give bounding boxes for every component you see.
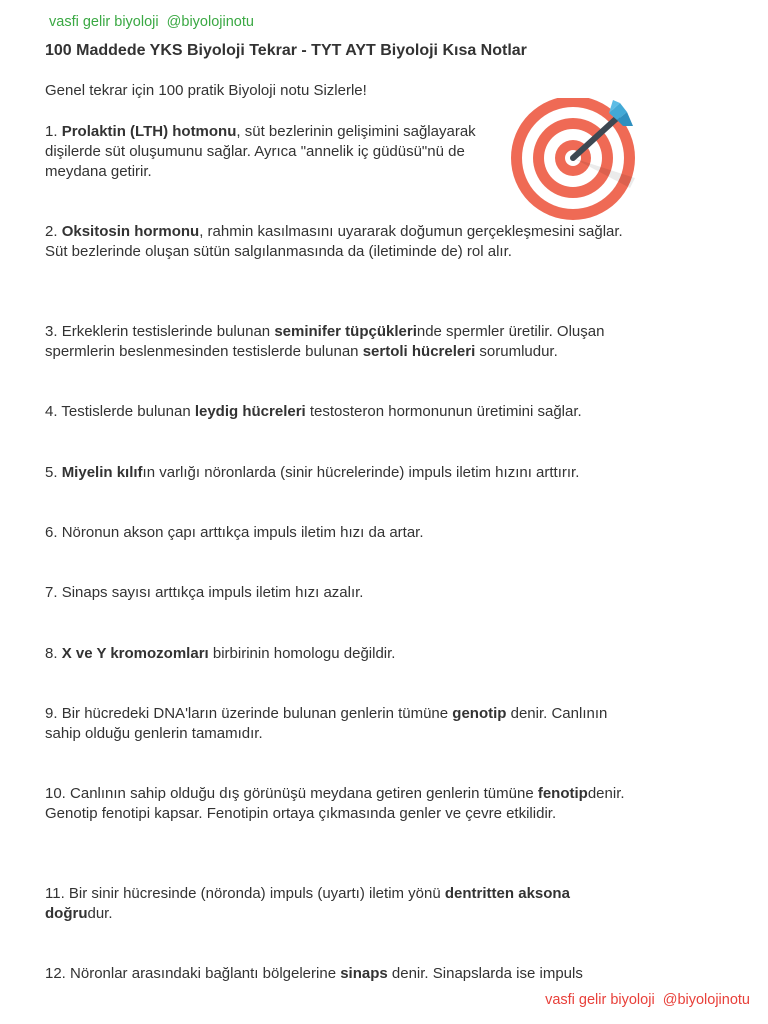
list-item: 10. Canlının sahip olduğu dış görünüşü meydana getiren genlerin tümüne fenotipdenir. Genotip fenotipi kapsar. Fenotipin ortaya çıkmasında genler ve çevre etkilidir. bbox=[45, 785, 625, 822]
document-title: 100 Maddede YKS Biyoloji Tekrar - TYT AYT Biyoloji Kısa Notlar bbox=[45, 42, 527, 59]
key-term: dentritten aksona doğru bbox=[45, 885, 570, 922]
list-item: 3. Erkeklerin testislerinde bulunan seminifer tüpçüklerinde spermler üretilir. Oluşan spermlerin beslenmesinden testislerde bulunan sertoli hücreleri sorumludur. bbox=[45, 323, 605, 360]
key-term: sertoli hücreleri bbox=[362, 343, 476, 360]
list-item: 1. Prolaktin (LTH) hotmonu, süt bezlerinin gelişimini sağlayarak dişilerde süt oluşumunu sağlar. Ayrıca "annelik iç güdüsü"nü de meydana getirir. bbox=[45, 123, 476, 180]
watermark-top: vasfi gelir biyoloji @biyolojinotu bbox=[49, 14, 254, 30]
intro-text: Genel tekrar için 100 pratik Biyoloji notu Sizlerle! bbox=[45, 82, 367, 99]
list-item: 9. Bir hücredeki DNA'ların üzerinde bulunan genlerin tümüne genotip denir. Canlının sahip olduğu genlerin tamamıdır. bbox=[45, 705, 608, 742]
key-term: sinaps bbox=[340, 965, 388, 982]
list-item: 4. Testislerde bulunan leydig hücreleri testosteron hormonunun üretimini sağlar. bbox=[45, 403, 582, 420]
list-item: 12. Nöronlar arasındaki bağlantı bölgelerine sinaps denir. Sinapslarda ise impuls bbox=[45, 965, 583, 982]
key-term: genotip bbox=[452, 705, 507, 722]
key-term: Miyelin kılıf bbox=[61, 464, 143, 481]
list-item: 5. Miyelin kılıfın varlığı nöronlarda (sinir hücrelerinde) impuls iletim hızını arttırır. bbox=[45, 464, 580, 481]
key-term: seminifer tüpçükleri bbox=[274, 323, 417, 340]
key-term: Prolaktin (LTH) hotmonu bbox=[61, 123, 237, 140]
list-item: 7. Sinaps sayısı arttıkça impuls iletim hızı azalır. bbox=[45, 584, 364, 601]
list-item: 2. Oksitosin hormonu, rahmin kasılmasını uyararak doğumun gerçekleşmesini sağlar. Süt bezlerinde oluşan sütün salgılanmasında da (iletiminde de) rol alır. bbox=[45, 223, 623, 260]
target-with-arrow-icon bbox=[505, 98, 640, 223]
watermark-bottom: vasfi gelir biyoloji @biyolojinotu bbox=[545, 992, 750, 1008]
list-item: 6. Nöronun akson çapı arttıkça impuls iletim hızı da artar. bbox=[45, 524, 424, 541]
list-item: 11. Bir sinir hücresinde (nöronda) impuls (uyartı) iletim yönü dentritten aksona doğrudur. bbox=[45, 885, 570, 922]
key-term: fenotip bbox=[537, 785, 588, 802]
key-term: Oksitosin hormonu bbox=[61, 223, 200, 240]
list-item: 8. X ve Y kromozomları birbirinin homologu değildir. bbox=[45, 645, 396, 662]
key-term: X ve Y kromozomları bbox=[61, 645, 209, 662]
key-term: leydig hücreleri bbox=[194, 403, 306, 420]
